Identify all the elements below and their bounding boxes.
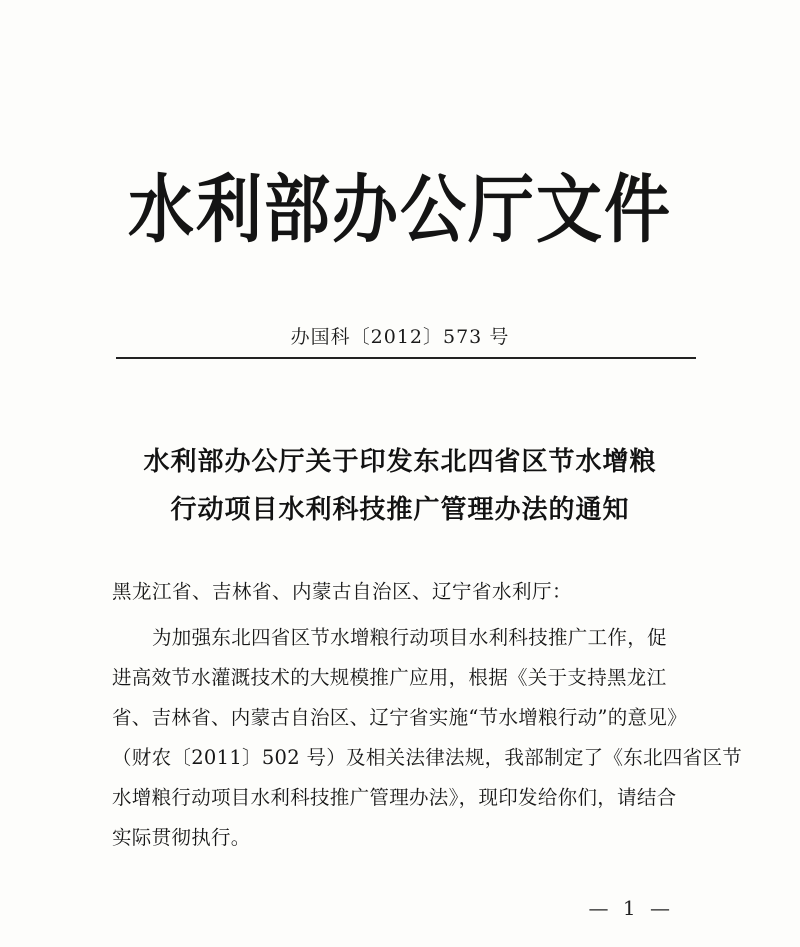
masthead-title: 水利部办公厅文件 [128, 165, 672, 254]
header-divider [116, 357, 696, 359]
notice-title-line-1: 水利部办公厅关于印发东北四省区节水增粮 [143, 447, 657, 477]
body-paragraph [112, 618, 743, 858]
body-line: 实际贯彻执行。 [112, 826, 251, 849]
notice-title-line-2: 行动项目水利科技推广管理办法的通知 [170, 495, 630, 525]
body-line: 进高效节水灌溉技术的大规模推广应用，根据《关于支持黑龙江 [112, 666, 667, 689]
body-line: 为加强东北四省区节水增粮行动项目水利科技推广工作，促 [152, 626, 667, 649]
notice-title [0, 438, 800, 534]
salutation: 黑龙江省、吉林省、内蒙古自治区、辽宁省水利厅： [112, 580, 573, 603]
body-line: （财农〔2011〕502 号）及相关法律法规，我部制定了《东北四省区节 [112, 746, 743, 769]
page-number: — 1 — [588, 896, 674, 920]
document-number: 办国科〔2012〕573 号 [290, 326, 510, 348]
body-line: 水增粮行动项目水利科技推广管理办法》，现印发给你们，请结合 [112, 786, 677, 809]
body-line: 省、吉林省、内蒙古自治区、辽宁省实施“节水增粮行动”的意见》 [112, 706, 687, 729]
